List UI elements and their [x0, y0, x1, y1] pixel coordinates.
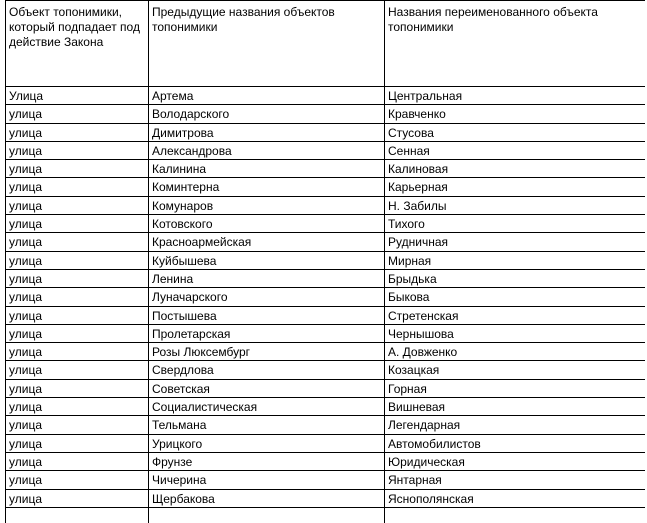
cell-object-type: улица: [6, 452, 149, 470]
cell-object-type: [6, 507, 149, 523]
table-row: [6, 269, 646, 287]
cell-new-name: Легендарная: [385, 416, 646, 434]
cell-object-type: улица: [6, 379, 149, 397]
cell-new-name: Быкова: [385, 288, 646, 306]
cell-new-name: Яснополянская: [385, 489, 646, 507]
cell-previous-name: Калинина: [149, 160, 385, 178]
cell-object-type: улица: [6, 343, 149, 361]
cell-previous-name: Куйбышева: [149, 251, 385, 269]
cell-object-type: улица: [6, 215, 149, 233]
cell-previous-name: Советская: [149, 379, 385, 397]
cell-object-type: улица: [6, 471, 149, 489]
cell-new-name: Чернышова: [385, 324, 646, 342]
table-row: [6, 343, 646, 361]
cell-previous-name: Ленина: [149, 269, 385, 287]
cell-object-type: Улица: [6, 87, 149, 105]
table-row: [6, 416, 646, 434]
cell-object-type: улица: [6, 306, 149, 324]
table-row: [6, 379, 646, 397]
cell-new-name: Стусова: [385, 123, 646, 141]
cell-object-type: улица: [6, 178, 149, 196]
cell-new-name: Калиновая: [385, 160, 646, 178]
cell-object-type: улица: [6, 233, 149, 251]
cell-new-name: Горная: [385, 379, 646, 397]
cell-object-type: улица: [6, 416, 149, 434]
cell-new-name: Автомобилистов: [385, 434, 646, 452]
cell-object-type: улица: [6, 141, 149, 159]
table-row: [6, 398, 646, 416]
cell-previous-name: Володарского: [149, 105, 385, 123]
cell-previous-name: Луначарского: [149, 288, 385, 306]
cell-new-name: Брыдька: [385, 269, 646, 287]
cell-new-name: Рудничная: [385, 233, 646, 251]
cell-object-type: улица: [6, 105, 149, 123]
document-page: [5, 0, 645, 523]
cell-previous-name: Димитрова: [149, 123, 385, 141]
cell-new-name: Вишневая: [385, 398, 646, 416]
cell-previous-name: Тельмана: [149, 416, 385, 434]
cell-previous-name: Урицкого: [149, 434, 385, 452]
cell-previous-name: Свердлова: [149, 361, 385, 379]
table-row: [6, 141, 646, 159]
cell-object-type: улица: [6, 196, 149, 214]
cell-new-name: Сенная: [385, 141, 646, 159]
table-row: [6, 160, 646, 178]
cell-object-type: улица: [6, 160, 149, 178]
column-header-new-name: Названия переименованного объекта топонимики: [385, 1, 646, 87]
cell-object-type: улица: [6, 269, 149, 287]
cell-object-type: улица: [6, 489, 149, 507]
cell-previous-name: Коминтерна: [149, 178, 385, 196]
cell-new-name: Карьерная: [385, 178, 646, 196]
table-row: [6, 215, 646, 233]
column-header-object-type: Объект топонимики, который подпадает под действие Закона: [6, 1, 149, 87]
table-row: [6, 434, 646, 452]
table-row: [6, 324, 646, 342]
cell-previous-name: Социалистическая: [149, 398, 385, 416]
table-row: [6, 507, 646, 523]
cell-previous-name: Щербакова: [149, 489, 385, 507]
cell-new-name: Центральная: [385, 87, 646, 105]
cell-object-type: улица: [6, 398, 149, 416]
table-row: [6, 452, 646, 470]
cell-previous-name: Красноармейская: [149, 233, 385, 251]
table-row: [6, 233, 646, 251]
cell-previous-name: [149, 507, 385, 523]
cell-previous-name: Розы Люксембург: [149, 343, 385, 361]
table-row: [6, 123, 646, 141]
table-row: [6, 196, 646, 214]
cell-new-name: Н. Забилы: [385, 196, 646, 214]
table-row: [6, 489, 646, 507]
cell-object-type: улица: [6, 123, 149, 141]
cell-previous-name: Котовского: [149, 215, 385, 233]
cell-new-name: Козацкая: [385, 361, 646, 379]
table-row: [6, 105, 646, 123]
cell-new-name: Мирная: [385, 251, 646, 269]
cell-new-name: Янтарная: [385, 471, 646, 489]
cell-previous-name: Постышева: [149, 306, 385, 324]
column-header-previous-name: Предыдущие названия объектов топонимики: [149, 1, 385, 87]
cell-previous-name: Чичерина: [149, 471, 385, 489]
cell-object-type: улица: [6, 288, 149, 306]
table-row: [6, 87, 646, 105]
cell-previous-name: Артема: [149, 87, 385, 105]
table-header-row: [6, 1, 646, 87]
cell-new-name: [385, 507, 646, 523]
table-row: [6, 306, 646, 324]
toponymy-rename-table: [5, 0, 645, 523]
cell-object-type: улица: [6, 434, 149, 452]
cell-previous-name: Комунаров: [149, 196, 385, 214]
cell-object-type: улица: [6, 251, 149, 269]
cell-object-type: улица: [6, 361, 149, 379]
table-body: [6, 87, 646, 523]
table-row: [6, 288, 646, 306]
cell-new-name: А. Довженко: [385, 343, 646, 361]
cell-new-name: Юридическая: [385, 452, 646, 470]
table-row: [6, 178, 646, 196]
cell-object-type: улица: [6, 324, 149, 342]
cell-new-name: Стретенская: [385, 306, 646, 324]
table-row: [6, 251, 646, 269]
cell-new-name: Тихого: [385, 215, 646, 233]
cell-previous-name: Пролетарская: [149, 324, 385, 342]
cell-new-name: Кравченко: [385, 105, 646, 123]
cell-previous-name: Александрова: [149, 141, 385, 159]
cell-previous-name: Фрунзе: [149, 452, 385, 470]
table-row: [6, 471, 646, 489]
table-row: [6, 361, 646, 379]
